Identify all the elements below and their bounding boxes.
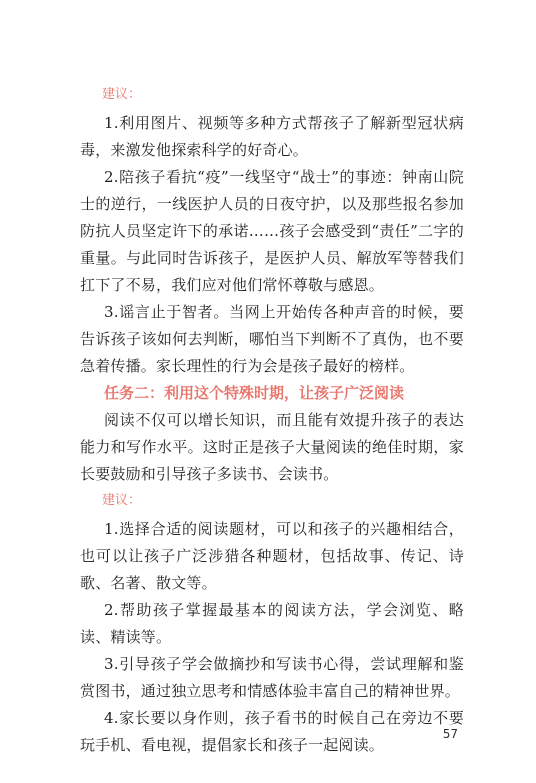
page-number: 57	[442, 727, 458, 741]
suggestion-item: 3.引导孩子学会做摘抄和写读书心得，尝试理解和鉴赏图书，通过独立思考和情感体验丰富自己的精神世界。	[80, 655, 464, 700]
suggestion-item: 2.帮助孩子掌握最基本的阅读方法，学会浏览、略读、精读等。	[80, 601, 464, 646]
page-content	[80, 84, 464, 759]
task-heading: 任务二：利用这个特殊时期，让孩子广泛阅读	[104, 384, 405, 402]
suggestion-item: 3.谣言止于智者。当网上开始传各种声音的时候，要告诉孩子该如何去判断，哪怕当下判断不了真伪，也不要急着传播。家长理性的行为会是孩子最好的榜样。	[80, 303, 464, 375]
task-intro: 阅读不仅可以增长知识，而且能有效提升孩子的表达能力和写作水平。这时正是孩子大量阅读的绝佳时期，家长要鼓励和引导孩子多读书、会读书。	[80, 411, 464, 483]
suggestion-item: 1.选择合适的阅读题材，可以和孩子的兴趣相结合，也可以让孩子广泛涉猎各种题材，包括故事、传记、诗歌、名著、散文等。	[80, 520, 464, 592]
suggestion-item: 2.陪孩子看抗“疫”一线坚守“战士”的事迹：钟南山院士的逆行，一线医护人员的日夜守护，以及那些报名参加防抗人员坚定许下的承诺……孩子会感受到“责任”二字的重量。与此同时告诉孩子，是医护人员、解放军等替我们扛下了不易，我们应对他们常怀尊敬与感恩。	[80, 168, 464, 294]
suggestion-item: 1.利用图片、视频等多种方式帮孩子了解新型冠状病毒，来激发他探索科学的好奇心。	[80, 114, 464, 159]
suggestion-label: 建议：	[102, 493, 142, 508]
suggestion-item: 4.家长要以身作则，孩子看书的时候自己在旁边不要玩手机、看电视，提倡家长和孩子一起阅读。	[80, 709, 464, 754]
suggestion-label: 建议：	[102, 87, 142, 102]
